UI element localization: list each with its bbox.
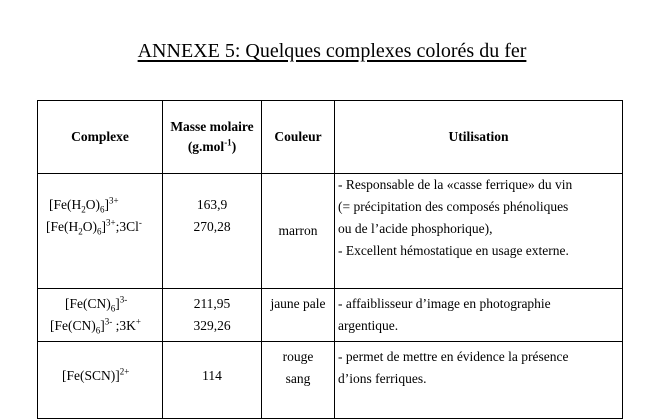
couleur-cell	[262, 289, 335, 342]
table-row	[38, 342, 623, 419]
unit-exponent: -1	[224, 137, 232, 148]
table-row	[38, 174, 623, 289]
complexes-table	[37, 100, 623, 419]
table-row	[38, 289, 623, 342]
complexe-cell	[38, 174, 163, 289]
masse-cell	[163, 289, 262, 342]
header-utilisation: Utilisation	[335, 101, 623, 174]
masse-cell	[163, 342, 262, 419]
masse-value: 163,9	[196, 197, 228, 212]
couleur-value: marron	[278, 223, 318, 238]
utilisation-cell	[335, 342, 623, 419]
utilisation-line: - Responsable de la «casse ferrique» du vin	[338, 177, 573, 192]
masse-value: 329,26	[193, 318, 231, 333]
page-title: ANNEXE 5: Quelques complexes colorés du fer	[137, 40, 527, 62]
header-couleur: Couleur	[262, 101, 335, 174]
utilisation-line: ou de l’acide phosphorique),	[338, 221, 493, 236]
couleur-value: jaune pale	[270, 296, 326, 311]
masse-value: 114	[202, 368, 222, 383]
complexe-formula: $[Fe(H_2O)_6]^{3+};3Cl^-$	[46, 217, 142, 237]
complexe-formula: $[Fe(SCN)]^{2+}$	[62, 366, 130, 383]
unit-close: )	[231, 139, 237, 154]
masse-value: 211,95	[193, 296, 231, 311]
utilisation-line: - Excellent hémostatique en usage externe.	[338, 243, 569, 258]
complexe-cell	[38, 289, 163, 342]
utilisation-line: - affaiblisseur d’image en photographie	[338, 296, 551, 311]
header-complexe: Complexe	[38, 101, 163, 174]
couleur-cell	[262, 342, 335, 419]
utilisation-cell	[335, 289, 623, 342]
utilisation-cell	[335, 174, 623, 289]
complexe-cell	[38, 342, 163, 419]
utilisation-line: d’ions ferriques.	[338, 371, 427, 386]
masse-cell	[163, 174, 262, 289]
header-masse-molaire	[163, 101, 262, 174]
complexe-formula: $[Fe(CN)_6]^{3-}$	[65, 294, 128, 314]
utilisation-line: argentique.	[338, 318, 399, 333]
couleur-value: rouge	[282, 349, 314, 364]
couleur-cell	[262, 174, 335, 289]
utilisation-line: (= précipitation des composés phénoliques	[338, 199, 569, 214]
complexe-formula: $[Fe(CN)_6]^{3-}$ ;3K+	[50, 316, 141, 336]
header-masse-line1: Masse molaire	[170, 119, 254, 134]
header-masse-line2	[163, 137, 261, 157]
unit-text: (g.mol	[187, 139, 225, 154]
couleur-value: sang	[285, 371, 311, 386]
header-row	[38, 101, 623, 174]
masse-value: 270,28	[193, 219, 231, 234]
utilisation-line: - permet de mettre en évidence la présence	[338, 349, 569, 364]
complexe-formula: $[Fe(H_2O)_6]^{3+}$	[49, 195, 119, 215]
